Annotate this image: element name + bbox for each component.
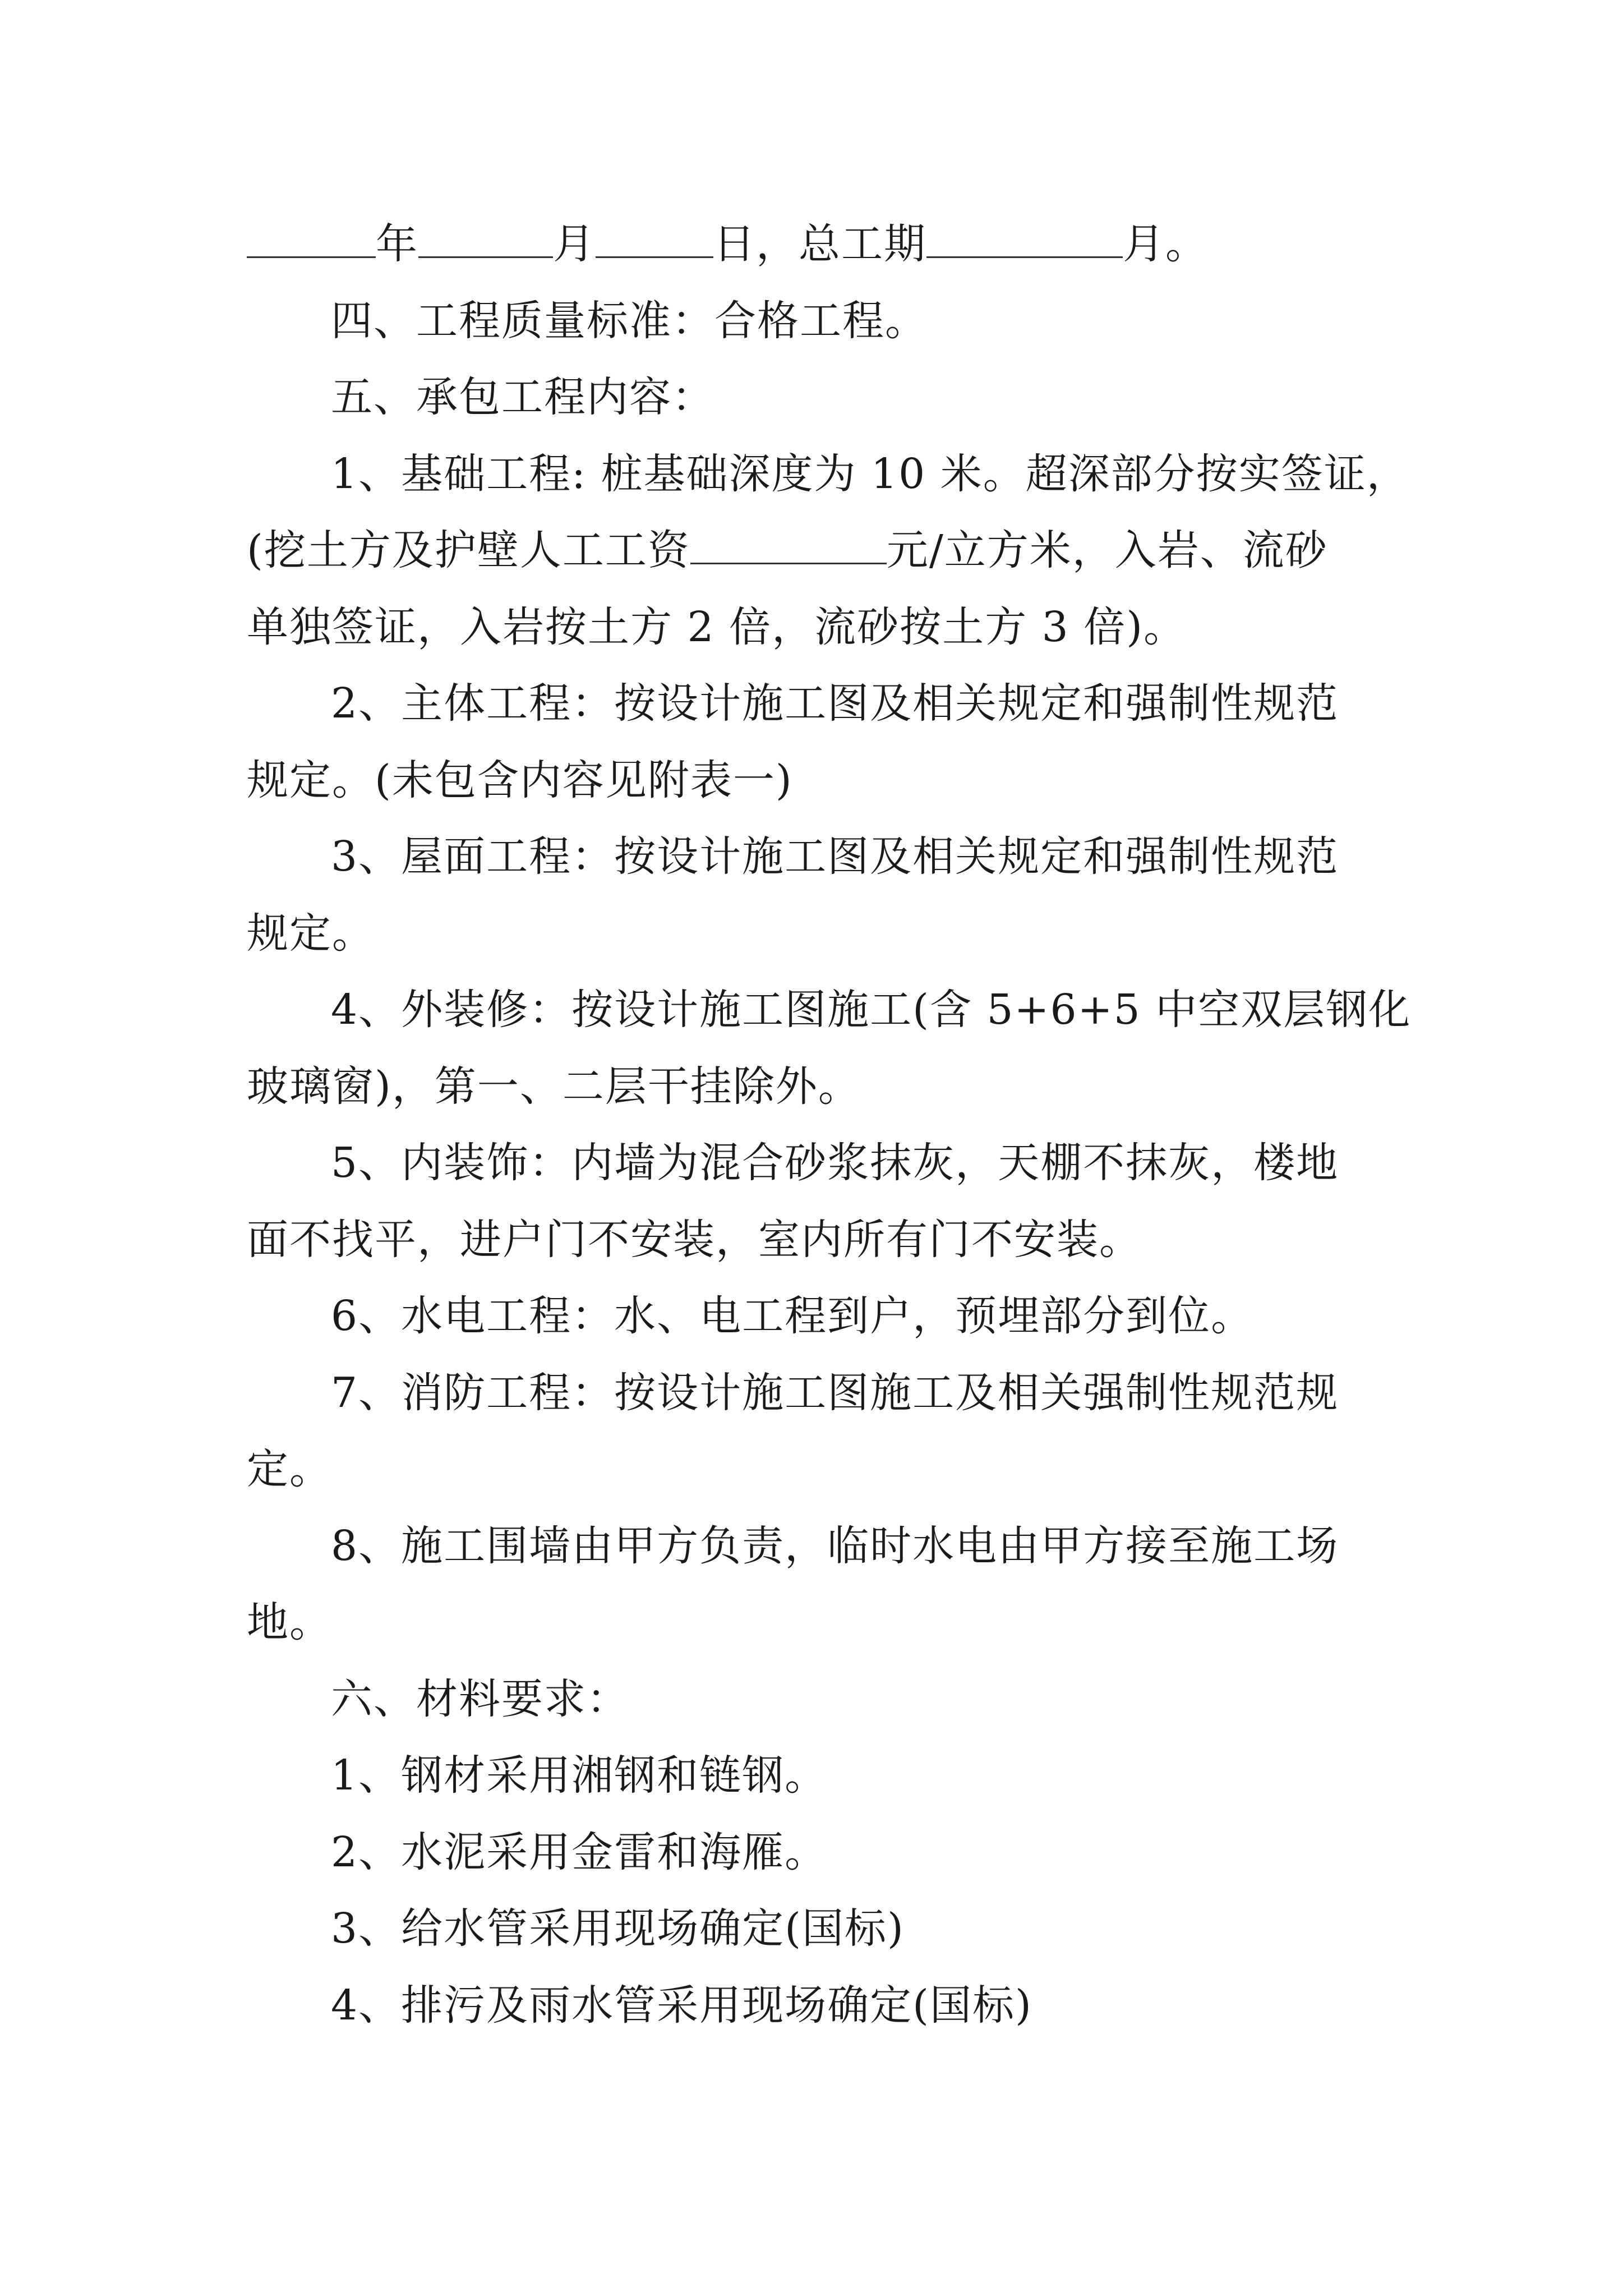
material-steel: 1、钢材采用湘钢和链钢。 (331, 1751, 828, 1800)
blank-year[interactable] (247, 219, 376, 258)
material-cement: 2、水泥采用金雷和海雁。 (331, 1828, 828, 1876)
text-line-foundation-note: 单独签证，入岩按土方 2 倍，流砂按土方 3 倍)。 (247, 603, 1187, 651)
blank-duration[interactable] (926, 219, 1123, 258)
blank-month[interactable] (418, 219, 553, 258)
material-drain-pipe: 4、排污及雨水管采用现场确定(国标) (331, 1981, 1032, 2030)
text-line-dates (247, 216, 1208, 272)
text-line-labor-cost (247, 522, 1328, 578)
text-line-site-cont: 地。 (247, 1598, 332, 1646)
label-month-end: 月。 (1123, 220, 1208, 268)
label-day-duration: 日，总工期 (713, 220, 926, 268)
text-line-roofing-cont: 规定。 (247, 909, 375, 958)
item-roofing: 3、屋面工程：按设计施工图及相关规定和强制性规范 (331, 832, 1339, 881)
label-year: 年 (376, 220, 418, 268)
blank-day[interactable] (596, 219, 713, 258)
text-line-fire-cont: 定。 (247, 1445, 332, 1493)
text-line-interior-cont: 面不找平，进户门不安装，室内所有门不安装。 (247, 1216, 1142, 1264)
item-water-electric: 6、水电工程：水、电工程到户，预埋部分到位。 (331, 1292, 1254, 1340)
item-foundation: 1、基础工程: 桩基础深度为 10 米。超深部分按实签证， (331, 450, 1409, 498)
material-water-pipe: 3、给水管采用现场确定(国标) (331, 1904, 905, 1953)
blank-labor-cost[interactable] (690, 526, 887, 564)
labor-cost-suffix: 元/立方米，入岩、流砂 (886, 526, 1328, 574)
heading-contract-content: 五、承包工程内容： (331, 373, 714, 421)
item-main-structure: 2、主体工程：按设计施工图及相关规定和强制性规范 (331, 679, 1339, 728)
label-month: 月 (553, 220, 596, 268)
text-line-exterior-cont: 玻璃窗)，第一、二层干挂除外。 (247, 1062, 861, 1111)
item-interior-finish: 5、内装饰：内墙为混合砂浆抹灰，天棚不抹灰，楼地 (331, 1139, 1339, 1187)
item-site-wall: 8、施工围墙由甲方负责，临时水电由甲方接至施工场 (331, 1522, 1339, 1570)
text-line-main-structure-cont: 规定。(未包含内容见附表一) (247, 756, 793, 804)
item-exterior-finish: 4、外装修：按设计施工图施工(含 5+6+5 中空双层钢化 (331, 986, 1412, 1034)
item-fire-protection: 7、消防工程：按设计施工图施工及相关强制性规范规 (331, 1369, 1339, 1417)
heading-quality-standard: 四、工程质量标准：合格工程。 (331, 297, 928, 345)
heading-material-requirements: 六、材料要求： (331, 1675, 629, 1723)
labor-cost-prefix: (挖土方及护壁人工工资 (247, 526, 690, 574)
